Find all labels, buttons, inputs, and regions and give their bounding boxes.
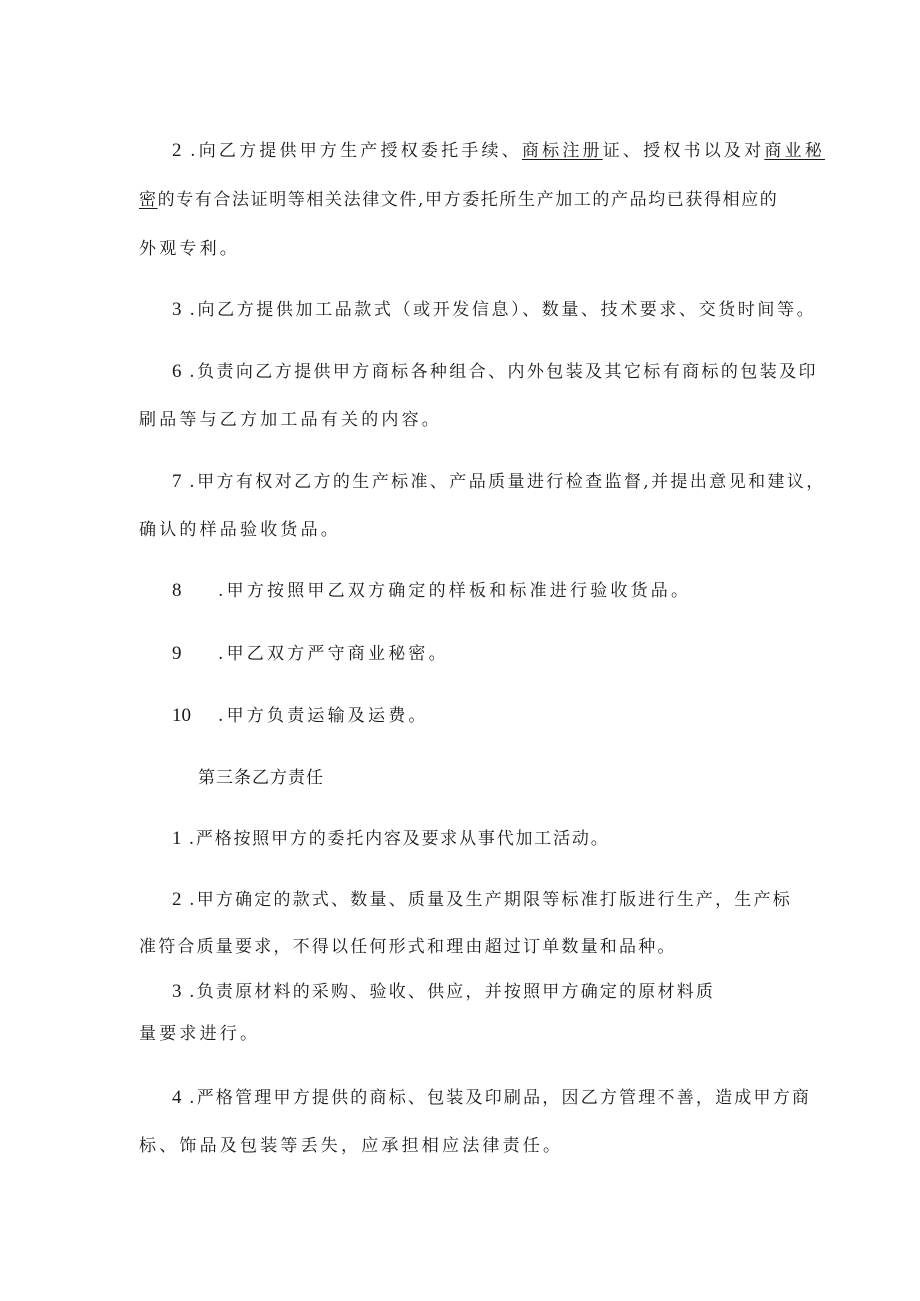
item-text: .向乙方提供加工品款式（或开发信息）、数量、技术要求、交货时间等。 [181, 300, 817, 320]
item-text: 的专有合法证明等相关法律文件,甲方委托所生产加工的产品均已获得相应的 [157, 190, 779, 210]
item-3 [172, 299, 816, 321]
item-number: 3 [172, 981, 182, 1002]
duty-4-line-2 [139, 1135, 563, 1157]
item-text: .甲乙双方严守商业秘密。 [218, 644, 449, 664]
item-number: 4 [172, 1087, 182, 1108]
item-9 [172, 643, 449, 665]
item-text: .负责原材料的采购、验收、供应，并按照甲方确定的原材料质 [181, 982, 716, 1002]
item-text: .甲方有权对乙方的生产标准、产品质量进行检查监督,并提出意见和建议， [181, 472, 826, 492]
item-10 [172, 705, 429, 727]
item-text: .向乙方提供甲方生产授权委托手续、 [181, 141, 522, 161]
item-text: 量要求进行。 [139, 1024, 261, 1044]
underlined-term-trademark-registration: 商标注册 [521, 141, 603, 161]
item-number: 2 [172, 140, 182, 161]
item-text: 标、饰品及包装等丢失，应承担相应法律责任。 [139, 1136, 564, 1156]
duty-3-line-1 [172, 981, 715, 1003]
item-number: 7 [172, 471, 182, 492]
item-number: 9 [172, 643, 182, 664]
item-text: 外观专利。 [139, 239, 240, 259]
item-text: .严格管理甲方提供的商标、包装及印刷品，因乙方管理不善，造成甲方商 [181, 1088, 812, 1108]
item-number: 8 [172, 580, 182, 601]
item-2-line-2 [139, 189, 778, 211]
item-number: 3 [172, 299, 182, 320]
duty-3-line-2 [139, 1023, 260, 1045]
duty-4-line-1 [172, 1087, 811, 1109]
item-text: 确认的样品验收货品。 [139, 520, 341, 540]
item-6-line-1 [172, 361, 818, 383]
duty-1 [172, 828, 610, 850]
item-text: .甲方负责运输及运费。 [218, 706, 429, 726]
section-heading [198, 767, 324, 789]
item-text: 准符合质量要求，不得以任何形式和理由超过订单数量和品种。 [139, 937, 677, 957]
item-2-line-1 [172, 140, 825, 162]
item-number: 2 [172, 889, 182, 910]
item-text: 刷品等与乙方加工品有关的内容。 [139, 410, 442, 430]
item-text: 证、授权书以及对 [602, 141, 765, 161]
underlined-term-trade-secret: 商业秘 [764, 141, 825, 161]
item-number: 10 [172, 705, 191, 726]
duty-2-line-2 [139, 936, 677, 958]
duty-2-line-1 [172, 889, 792, 911]
item-text: .负责向乙方提供甲方商标各种组合、内外包装及其它标有商标的包装及印 [181, 362, 818, 382]
item-text: .甲方确定的款式、数量、质量及生产期限等标准打版进行生产，生产标 [181, 890, 792, 910]
item-number: 1 [172, 828, 182, 849]
item-text: .甲方按照甲乙双方确定的样板和标准进行验收货品。 [218, 581, 692, 601]
item-6-line-2 [139, 409, 442, 431]
item-2-line-3 [139, 238, 240, 260]
section-title: 第三条乙方责任 [198, 768, 324, 788]
item-text: .严格按照甲方的委托内容及要求从事代加工活动。 [181, 829, 610, 849]
item-8 [172, 580, 691, 602]
underlined-term-trade-secret-cont: 密 [139, 190, 158, 210]
item-7-line-2 [139, 519, 341, 541]
item-7-line-1 [172, 471, 826, 493]
item-number: 6 [172, 361, 182, 382]
